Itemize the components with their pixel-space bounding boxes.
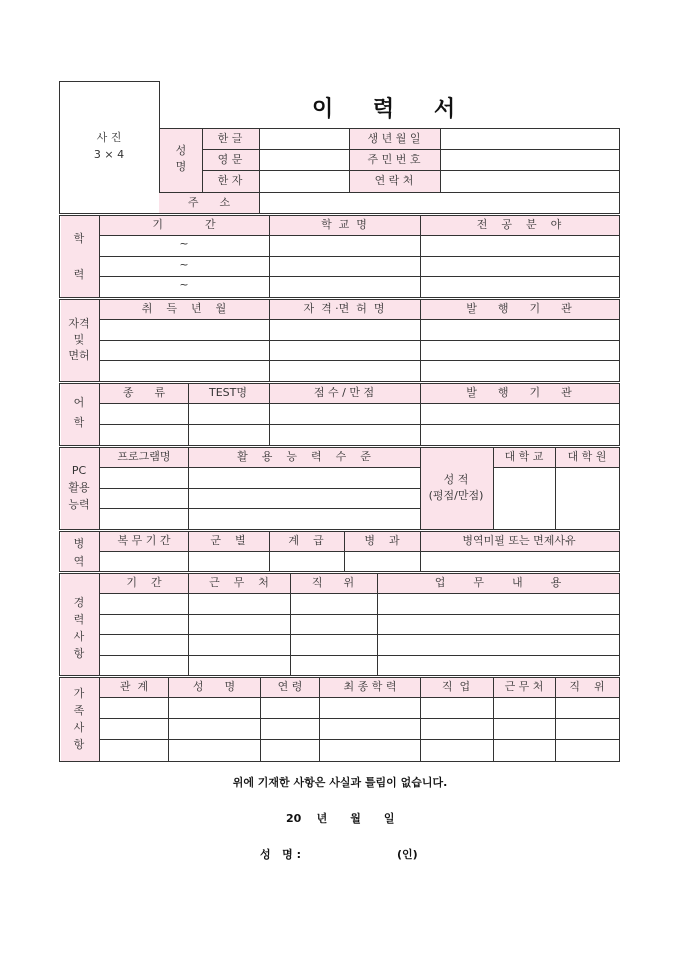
period-tilde: ~ [179,258,189,271]
grade-header: 성 적 (평점/만점) [428,473,484,502]
signature-name-label: 성 명 : [260,848,301,861]
language-test-header: TEST명 [209,386,247,399]
pc-level-header: 활 용 능 력 수 준 [237,450,371,463]
license-date-header: 취 득 년 월 [141,302,227,315]
education-section-label: 학 력 [73,232,85,281]
address-label: 주 소 [187,196,231,209]
education-major-header: 전 공 분 야 [476,218,562,231]
career-company-header: 근 무 처 [209,576,269,589]
university-header: 대 학 교 [504,450,544,463]
family-relation-header: 관 계 [119,680,149,693]
document-title: 이 력 서 [312,97,458,122]
resident-number-label: 주 민 번 호 [367,153,421,166]
family-name-header: 성 명 [192,680,236,693]
pc-program-header: 프로그램명 [117,450,171,463]
birthdate-label: 생 년 월 일 [367,132,421,145]
language-issuer-header: 발 행 기 관 [466,386,572,399]
family-workplace-header: 근 무 처 [504,680,544,693]
family-age-header: 연 령 [277,680,303,693]
career-duties-header: 업 무 내 용 [434,576,562,589]
career-position-header: 직 위 [311,576,355,589]
license-section-label: 자격 및 면허 [68,317,90,362]
photo-label: 사 진 [96,131,122,144]
family-position-header: 직 위 [569,680,605,693]
contact-label: 연 락 처 [374,174,414,187]
period-tilde: ~ [179,237,189,250]
korean-name-label: 한 글 [217,132,243,145]
family-section-label: 가 족 사 항 [73,687,85,751]
rank-header: 계 급 [288,534,324,547]
service-period-header: 복 무 기 간 [117,534,171,547]
language-type-header: 종 류 [122,386,166,399]
name-label: 성 명 [175,144,187,173]
family-job-header: 직 업 [441,680,471,693]
photo-size: 3 × 4 [93,148,125,161]
hanja-name-label: 한 자 [217,174,243,187]
graduate-school-header: 대 학 원 [567,450,607,463]
period-tilde: ~ [179,278,189,291]
arm-header: 병 과 [364,534,400,547]
military-section-label: 병 역 [73,537,85,568]
branch-header: 군 별 [210,534,246,547]
career-section-label: 경 력 사 항 [73,596,85,660]
language-score-header: 점 수 / 만 점 [313,386,375,399]
seal-mark: (인) [397,848,418,861]
exemption-reason-header: 병역미필 또는 면제사유 [462,534,576,547]
family-education-header: 최 종 학 력 [343,680,397,693]
education-school-header: 학 교 명 [321,218,367,231]
career-period-header: 기 간 [126,576,162,589]
license-issuer-header: 발 행 기 관 [466,302,572,315]
signature-date: 20 년 월 일 [286,812,395,825]
english-name-label: 영 문 [217,153,243,166]
language-section-label: 어 학 [73,396,85,429]
education-period-header: 기 간 [152,218,216,231]
license-name-header: 자 격 ·면 허 명 [303,302,385,315]
pc-section-label: PC 활용 능력 [68,464,90,511]
certification-statement: 위에 기재한 사항은 사실과 틀림이 없습니다. [232,776,448,789]
